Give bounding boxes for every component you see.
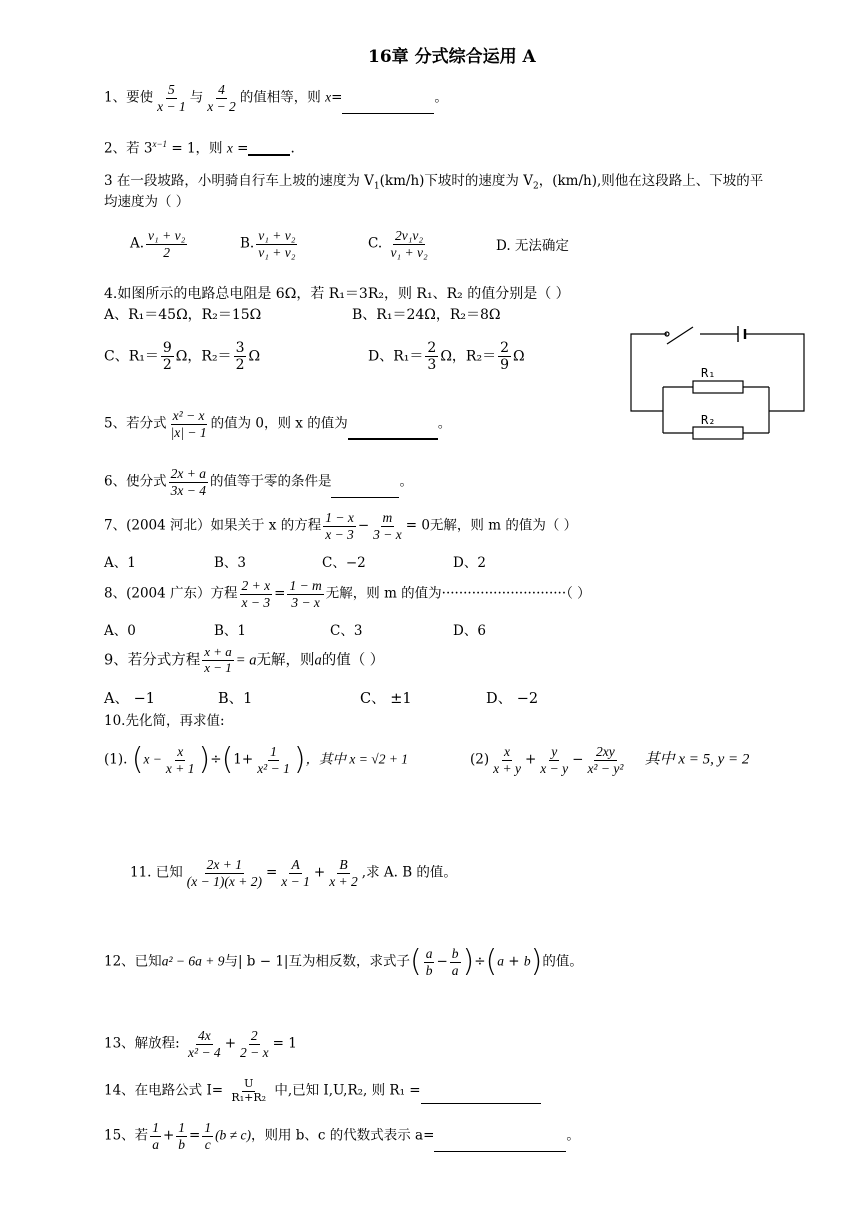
q10-p2-condition: 其中 x = 5, y = 2 [644,751,750,768]
switch-icon [667,327,693,344]
q1-var: x [325,89,332,105]
q15-fraction-a: $\frac{1}{a}$ [152,1120,159,1152]
q4-c-fraction-1: $\frac{9}{2}$ [162,340,172,374]
question-15: 15、若 $\frac{1}{a}$ + $\frac{1}{b}$ = $\frac{1}{c}$ (b ≠ c)，则用 b、c 的代数式表示 a= 。 [104,1120,580,1152]
q3-c-fraction: $\frac{\text{2v₁v₂}}{\text{v₁ + v₂}}$ [390,228,428,260]
resistor-r1-label: R₁ [701,366,716,380]
q1-text: 1、要使 [104,89,154,106]
q10-part-1: (1). (x − $\frac{x}{x + 1}$ )÷(1+ $\frac{1}{\text{x² − 1}}$ )，其中 x = √2 + 1 [104,742,409,778]
q1-post: 的值相等，则 [239,89,321,106]
q3-option-d[interactable]: D. 无法确定 [496,238,569,254]
q8-option-c[interactable]: C、3 [330,623,363,639]
question-9: 9、若分式方程 $\frac{x + a}{x - 1}$ = a无解，则a的值（ ） [104,644,385,675]
question-11: 11. 已知 $\frac{2x + 1}{(x - 1)(x + 2)}$ = $\frac{A}{x - 1}$ + $\frac{B}{x + 2}$ ,求 A. B 的值。 [130,857,457,889]
page-title: 16章 分式综合运用 A [368,47,536,67]
resistor-r1 [693,381,743,393]
circuit-wire-right [745,334,804,411]
q9-option-a[interactable]: A、 −1 [104,691,155,707]
q4-option-c[interactable]: C、R₁＝ $\frac{9}{2}$ Ω，R₂＝ $\frac{3}{2}$ Ω [104,340,261,374]
question-3-line-2: 均速度为（ ） [104,194,190,210]
q14-fraction: $\frac{U}{\text{R₁+R₂}}$ [231,1077,267,1104]
question-14: 14、在电路公式 I= $\frac{U}{\text{R₁+R₂}}$ 中,已知 I,U,R₂, 则 R₁ = [104,1078,541,1104]
q9-option-d[interactable]: D、 −2 [486,691,539,707]
q4-option-a[interactable]: A、R₁＝45Ω，R₂＝15Ω [104,307,262,323]
resistor-r2-label: R₂ [701,413,716,427]
q13-fraction-1: $\frac{4x}{\text{x² − 4}}$ [188,1028,221,1060]
q9-option-b[interactable]: B、1 [218,691,253,707]
q1-eq: = [331,89,343,106]
question-12: 12、已知a² − 6a + 9与| b − 1|互为相反数，求式子( $\frac{a}{b}$ − $\frac{b}{a}$ )÷(a + b)的值。 [104,944,583,980]
q7-option-c[interactable]: C、−2 [322,555,366,571]
q1-fraction-1: $\frac{5}{x - 1}$ [157,82,186,114]
q2-pre: 2、若 3 [104,140,153,157]
q10-p2-fraction-3: $\frac{2xy}{\text{x² − y²}}$ [587,744,624,776]
q7-option-b[interactable]: B、3 [214,555,247,571]
question-10-heading: 10.先化简，再求值: [104,713,225,729]
q14-answer-blank[interactable] [421,1091,541,1104]
q2-post: = [237,140,249,157]
q10-p1-fraction-2: $\frac{1}{\text{x² − 1}}$ [257,744,290,776]
q1-end: 。 [434,89,448,106]
q10-p1-fraction-1: $\frac{x}{x + 1}$ [165,744,195,776]
q4-d-fraction-2: $\frac{2}{9}$ [500,340,509,374]
question-1 [104,82,448,114]
q10-part-2: (2) $\frac{x}{x + y}$ + $\frac{y}{x - y}$ − $\frac{2xy}{\text{x² − y²}}$ 其中 x = 5, y = 2 [470,744,750,776]
q8-fraction-2: $\frac{1 - m}{3 - x}$ [289,578,322,610]
q8-option-b[interactable]: B、1 [214,623,247,639]
q11-fraction-2: $\frac{A}{x - 1}$ [281,857,310,889]
q4-d-fraction-1: $\frac{2}{3}$ [427,340,437,374]
circuit-diagram [625,325,810,440]
q3-a-fraction: $\frac{\text{v₁ + v₂}}{2}$ [148,228,186,260]
q7-option-d[interactable]: D、2 [453,555,486,571]
q6-answer-blank[interactable] [331,485,399,498]
q10-p1-condition: ，其中 x = √2 + 1 [305,751,409,767]
q7-option-a[interactable]: A、1 [104,555,136,571]
q3-b-fraction: $\frac{\text{v₁ + v₂}}{\text{v₁ + v₂}}$ [258,228,296,260]
q1-fraction-2: $\frac{4}{x - 2}$ [207,82,236,114]
question-8: 8、(2004 广东）方程 $\frac{2 + x}{x - 3}$ = $\frac{1 - m}{3 - x}$ 无解，则 m 的值为·····························（ ） [104,578,591,610]
question-6: 6、使分式 $\frac{2x + a}{3x - 4}$ 的值等于零的条件是 。 [104,466,413,498]
q3-option-c[interactable]: C. $\frac{\text{2v₁v₂}}{\text{v₁ + v₂}}$ [368,228,428,260]
q11-fraction-3: $\frac{B}{x + 2}$ [329,857,358,889]
q4-option-b[interactable]: B、R₁＝24Ω，R₂＝8Ω [352,307,501,323]
q6-fraction: $\frac{2x + a}{3x - 4}$ [170,466,206,498]
q2-exponent: x−1 [152,139,168,149]
q11-fraction-1: $\frac{2x + 1}{(x - 1)(x + 2)}$ [186,857,262,889]
q8-fraction-1: $\frac{2 + x}{x - 3}$ [241,578,271,610]
q3-option-b[interactable]: B. $\frac{\text{v₁ + v₂}}{\text{v₁ + v₂}}$ [240,228,296,260]
question-5: 5、若分式 $\frac{\text{x² − x}}{|x| - 1}$ 的值为 0，则 x 的值为 。 [104,408,452,440]
q2-var: x [226,140,233,156]
q1-answer-blank[interactable] [342,99,434,114]
q9-fraction: $\frac{x + a}{x - 1}$ [204,644,232,675]
q8-option-a[interactable]: A、0 [104,623,136,639]
q5-fraction: $\frac{\text{x² − x}}{|x| - 1}$ [170,408,207,440]
q12-fraction-1: $\frac{a}{b}$ [425,946,433,978]
question-13: 13、解放程: $\frac{4x}{\text{x² − 4}}$ + $\frac{2}{2 - x}$ = 1 [104,1028,297,1060]
q10-p2-fraction-2: $\frac{y}{x - y}$ [540,744,569,776]
q15-condition: (b ≠ c) [215,1127,251,1143]
q7-fraction-2: $\frac{m}{3 - x}$ [373,510,402,542]
q10-p2-fraction-1: $\frac{x}{x + y}$ [493,744,521,776]
q2-answer-blank[interactable] [248,142,290,156]
q5-answer-blank[interactable] [348,426,438,440]
q7-fraction-1: $\frac{1 - x}{x - 3}$ [325,510,354,542]
q15-answer-blank[interactable] [434,1139,566,1152]
q3-option-a[interactable]: A. $\frac{\text{v₁ + v₂}}{2}$ [130,228,186,260]
q8-option-d[interactable]: D、6 [453,623,486,639]
q4-option-d[interactable]: D、R₁＝ $\frac{2}{3}$ Ω，R₂＝ $\frac{2}{9}$ Ω [368,340,525,374]
question-2 [104,140,295,156]
q12-fraction-2: $\frac{b}{a}$ [451,946,459,978]
q2-end: . [290,140,295,157]
q1-mid: 与 [189,89,204,106]
resistor-r2 [693,427,743,439]
q4-c-fraction-2: $\frac{3}{2}$ [235,340,245,374]
circuit-wire-left [631,334,667,411]
q13-fraction-2: $\frac{2}{2 - x}$ [240,1028,269,1060]
question-3-line-1: 3 在一段坡路，小明骑自行车上坡的速度为 $V_1(km/h)$下坡时的速度为 $V_2$，(km/h),则他在这段路上、下坡的平 [104,173,764,192]
q9-option-c[interactable]: C、 ±1 [360,691,412,707]
q15-fraction-c: $\frac{1}{c}$ [204,1120,212,1152]
q15-fraction-b: $\frac{1}{b}$ [178,1120,185,1152]
question-4: 4.如图所示的电路总电阻是 6Ω，若 R₁＝3R₂，则 R₁、R₂ 的值分别是（ ） [104,286,570,302]
q2-eq: = 1，则 [171,140,223,157]
question-7: 7、(2004 河北）如果关于 x 的方程 $\frac{1 - x}{x - 3}$ − $\frac{m}{3 - x}$ = 0无解，则 m 的值为（ ） [104,510,578,542]
